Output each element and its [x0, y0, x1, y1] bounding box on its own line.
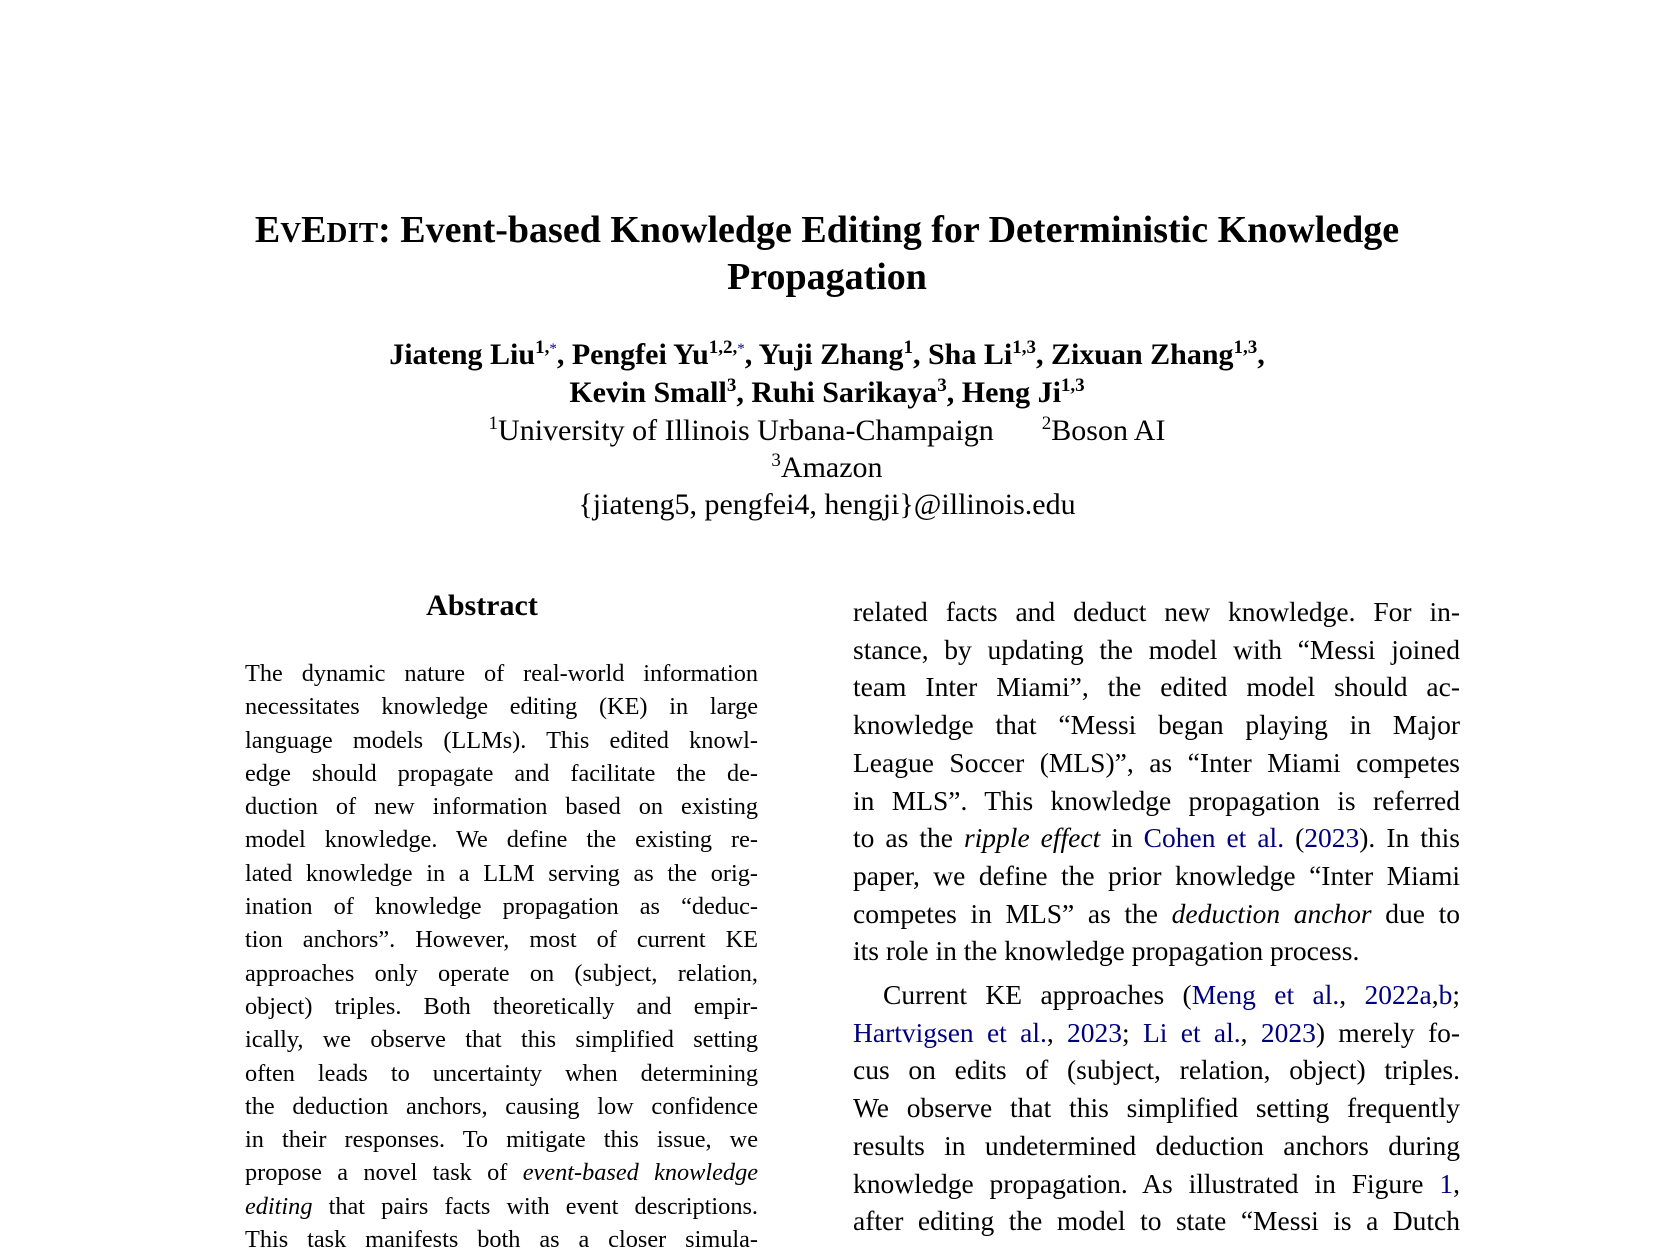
abstract-line: duction of new information based on existing	[245, 793, 758, 821]
author-name: Sha Li	[927, 338, 1013, 371]
title-smallcaps-v: V	[280, 217, 302, 249]
affiliation-marker: 3	[771, 450, 781, 471]
affiliation-marker: 3	[937, 375, 947, 396]
intro-text: (	[1284, 822, 1305, 854]
author-name: Zixuan Zhang	[1050, 338, 1234, 371]
intro-text: ). In this	[1359, 822, 1460, 854]
intro-line: League Soccer (MLS)”, as “Inter Miami competes	[853, 746, 1460, 778]
abstract-emphasis: editing	[245, 1192, 313, 1220]
affiliation-marker: 1,2,	[708, 337, 738, 358]
affiliation-line-2	[0, 449, 1654, 486]
intro-line	[853, 819, 1460, 857]
affiliation-line-1	[0, 412, 1654, 449]
author-separator: ,	[744, 338, 759, 371]
intro-text: ,	[1046, 1016, 1068, 1048]
intro-line: after editing the model to state “Messi is a Dutch	[853, 1205, 1460, 1237]
abstract-line: This task manifests both as a closer simula-	[245, 1226, 758, 1254]
author-name: Jiateng Liu	[389, 338, 536, 371]
citation-year-link[interactable]: 2023	[1260, 1016, 1316, 1048]
intro-text: due to	[1371, 897, 1460, 929]
intro-line	[853, 1014, 1460, 1052]
intro-line: We observe that this simplified setting frequently	[853, 1092, 1460, 1124]
intro-text: ) merely fo-	[1315, 1016, 1461, 1048]
paper-title-line-1	[0, 208, 1654, 255]
intro-line: in MLS”. This knowledge propagation is referred	[853, 784, 1460, 816]
affiliation-marker: 1	[488, 413, 499, 434]
intro-text: knowledge propagation. As illustrated in Figure	[853, 1167, 1440, 1199]
affiliation-marker: 1,	[535, 337, 550, 358]
intro-text: ,	[1453, 1167, 1460, 1199]
author-list	[0, 336, 1654, 412]
intro-text: Current KE approaches (	[883, 979, 1192, 1011]
affiliation-marker: 1	[903, 337, 913, 358]
intro-text: ;	[1122, 1016, 1143, 1048]
abstract-line: ination of knowledge propagation as “deduc-	[245, 893, 758, 921]
title-smallcaps-dit: DIT	[326, 217, 379, 249]
abstract-line	[245, 1190, 758, 1223]
author-name: Pengfei Yu	[571, 338, 709, 371]
intro-line: paper, we define the prior knowledge “Inter Miami	[853, 859, 1460, 891]
citation-link-meng[interactable]: Meng et al.	[1191, 979, 1340, 1011]
abstract-line: ically, we observe that this simplified setting	[245, 1026, 758, 1054]
affiliation-marker: 2	[1041, 413, 1052, 434]
affiliation-marker: 1,3	[1060, 375, 1085, 396]
affiliation-marker: 1,3	[1233, 337, 1258, 358]
affiliation-marker: 3	[726, 375, 737, 396]
citation-link-hartvigsen[interactable]: Hartvigsen et al.	[853, 1016, 1047, 1048]
author-line-1	[0, 336, 1654, 374]
intro-line	[853, 1165, 1460, 1203]
intro-text: ,	[1431, 979, 1439, 1011]
abstract-line: lated knowledge in a LLM serving as the orig-	[245, 859, 758, 887]
author-separator: ,	[1035, 338, 1051, 371]
affiliation-amazon: Amazon	[780, 451, 883, 484]
author-separator: ,	[946, 376, 962, 409]
intro-line: its role in the knowledge propagation process.	[853, 935, 1360, 967]
intro-text: ,	[1240, 1016, 1261, 1048]
paper-title	[0, 208, 1654, 299]
intro-text: ;	[1452, 979, 1460, 1011]
abstract-line: approaches only operate on (subject, relation,	[245, 959, 758, 987]
intro-text: ,	[1339, 979, 1365, 1011]
intro-text: competes in MLS” as the	[853, 897, 1172, 929]
abstract-line: often leads to uncertainty when determining	[245, 1059, 758, 1087]
intro-line: cus on edits of (subject, relation, object) triples.	[853, 1054, 1460, 1086]
abstract-line: The dynamic nature of real-world information	[245, 660, 758, 687]
affiliation-boson: Boson AI	[1051, 414, 1166, 447]
author-line-2	[0, 374, 1654, 412]
figure-ref-link[interactable]: 1	[1439, 1167, 1454, 1199]
abstract-line	[245, 1156, 758, 1189]
abstract-line: in their responses. To mitigate this issue, we	[245, 1126, 758, 1154]
intro-line: team Inter Miami”, the edited model should ac-	[853, 671, 1460, 703]
author-name: Kevin Small	[569, 376, 727, 409]
abstract-line: edge should propagate and facilitate the de-	[245, 759, 758, 787]
paper-title-line-2: Propagation	[727, 256, 927, 298]
abstract-text: propose a novel task of	[245, 1159, 523, 1187]
intro-text: in	[1100, 822, 1144, 854]
intro-line: knowledge that “Messi began playing in Major	[853, 709, 1460, 741]
author-name: Heng Ji	[961, 376, 1061, 409]
citation-link-cohen[interactable]: Cohen et al.	[1143, 822, 1285, 854]
intro-line	[853, 976, 1460, 1014]
intro-line: stance, by updating the model with “Messi joined	[853, 633, 1460, 665]
author-separator: ,	[1257, 338, 1265, 371]
intro-line: related facts and deduct new knowledge. For in-	[853, 596, 1460, 627]
citation-year-link[interactable]: 2022a	[1364, 979, 1432, 1011]
citation-link-li[interactable]: Li et al.	[1143, 1016, 1241, 1048]
abstract-line: tion anchors”. However, most of current KE	[245, 926, 758, 954]
author-name: Ruhi Sarikaya	[751, 376, 938, 409]
author-separator: ,	[736, 376, 752, 409]
equal-contribution-link[interactable]: *	[737, 341, 745, 357]
abstract-line: model knowledge. We define the existing re-	[245, 826, 758, 854]
abstract-line: object) triples. Both theoretically and empir-	[245, 992, 758, 1020]
author-name: Yuji Zhang	[758, 338, 904, 371]
affiliation-uiuc: University of Illinois Urbana-Champaign	[498, 414, 994, 447]
abstract-emphasis: event-based knowledge	[522, 1159, 758, 1187]
citation-year-link[interactable]: 2023	[1067, 1016, 1123, 1048]
equal-contribution-link[interactable]: *	[549, 341, 557, 357]
intro-line: results in undetermined deduction anchors during	[853, 1129, 1460, 1161]
introduction-body	[853, 593, 1460, 1240]
abstract-line: necessitates knowledge editing (KE) in large	[245, 693, 758, 721]
abstract-text: that pairs facts with event descriptions.	[312, 1192, 758, 1220]
abstract-body	[245, 657, 758, 1256]
abstract-line: language models (LLMs). This edited knowl-	[245, 726, 758, 754]
author-separator: ,	[556, 338, 572, 371]
affiliations	[0, 412, 1654, 523]
intro-text: to as the	[853, 822, 964, 854]
abstract-heading: Abstract	[426, 589, 538, 622]
title-smallcaps-e2: E	[301, 209, 327, 251]
citation-year-link[interactable]: b	[1438, 979, 1453, 1011]
author-emails: {jiateng5, pengfei4, hengji}@illinois.edu	[578, 488, 1076, 521]
intro-emphasis: deduction anchor	[1171, 897, 1372, 929]
intro-emphasis: ripple effect	[963, 822, 1101, 854]
title-smallcaps-e: E	[254, 209, 281, 251]
citation-year-link[interactable]: 2023	[1304, 822, 1360, 854]
abstract-line: the deduction anchors, causing low confidence	[245, 1092, 758, 1120]
title-rest: : Event-based Knowledge Editing for Deterministic Knowledge	[378, 209, 1400, 251]
author-separator: ,	[912, 338, 928, 371]
intro-line	[853, 895, 1460, 933]
affiliation-marker: 1,3	[1012, 337, 1036, 358]
